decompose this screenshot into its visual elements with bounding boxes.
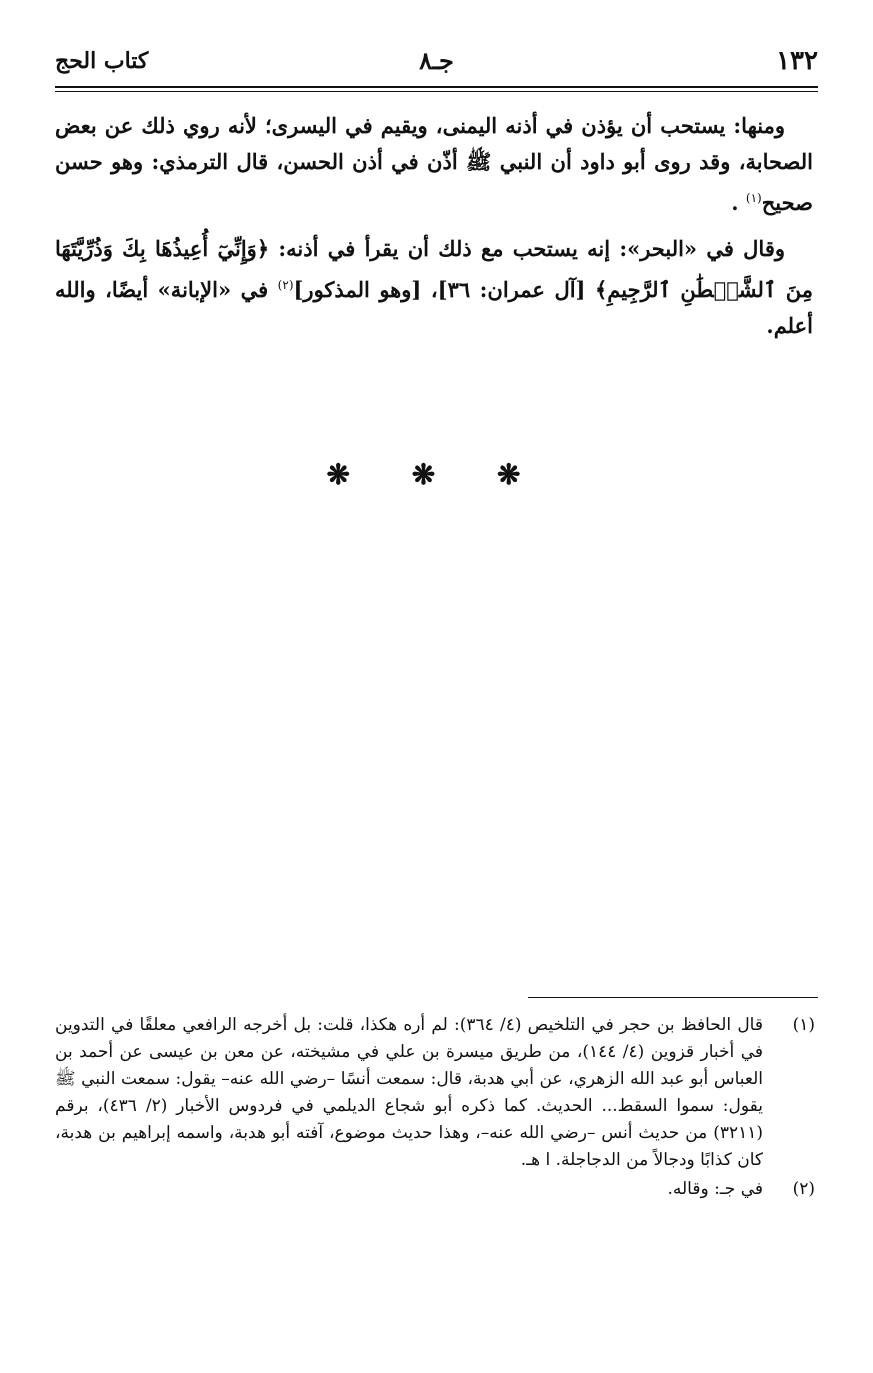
header-rule (55, 86, 818, 88)
paragraph-1: ومنها: يستحب أن يؤذن في أذنه اليمنى، ويقيم في اليسرى؛ لأنه روي ذلك عن بعض الصحابة، وقد روى أبو داود أن النبي ﷺ أذّن في أذن الحسن، قال الترمذي: وهو حسن صحيح$^{(١)}$ . (55, 113, 813, 215)
footnote-ref-2[interactable]: (٢) (277, 278, 294, 292)
footnote-1 (55, 1012, 815, 1174)
footnotes (55, 1012, 815, 1205)
footnote-text: قال الحافظ بن حجر في التلخيص (٤/ ٣٦٤): لم أره هكذا، قلت: بل أخرجه الرافعي معلقًا في التدوين في أخبار قزوين (٤/ ١٤٤)، من طريق ميسرة بن علي في مشيخته، عن معن بن عيسى عن أحمد بن العباس أبو عبد الله الزهري، عن أبي هدبة، قال: سمعت أنسًا –رضي الله عنه– يقول: سمعت النبي ﷺ يقول: سموا السقط... الحديث. كما ذكره أبو شجاع الديلمي في فردوس الأخبار (٢/ ٤٣٦)، برقم (٣٢١١) من حديث أنس –رضي الله عنه–، وهذا حديث موضوع، آفته أبو هدبة، واسمه إبراهيم بن هدبة، كان كذابًا ودجالاً من الدجاجلة. ا هـ. (55, 1015, 763, 1170)
footnote-rule (528, 997, 818, 998)
header-rule-thin (55, 91, 818, 92)
paragraph-2: وقال في «البحر»: إنه يستحب مع ذلك أن يقرأ في أذنه: ﴿وَإِنِّيٓ أُعِيذُهَا بِكَ وَذُرِّيَّتَهَا مِنَ ٱلشَّيۡطَٰنِ ٱلرَّجِيمِ﴾ [آل عمران: ٣٦]، [وهو المذكور]$^{(٢)}$ في «الإبانة» أيضًا، والله أعلم. (55, 236, 813, 338)
footnote-text: في جـ: وقاله. (667, 1179, 763, 1199)
volume-label: جـ٨ (419, 46, 454, 75)
main-text (55, 108, 813, 354)
book-title: كتاب الحج (55, 48, 149, 74)
footnote-ref-1[interactable]: (١) (745, 191, 762, 205)
page-number: ١٣٢ (776, 46, 818, 76)
footnote-number: (٢) (792, 1179, 815, 1199)
page-header (55, 42, 818, 82)
footnote-2 (55, 1176, 815, 1203)
section-separator: ❋ ❋ ❋ (326, 458, 547, 491)
footnote-number: (١) (792, 1015, 815, 1035)
